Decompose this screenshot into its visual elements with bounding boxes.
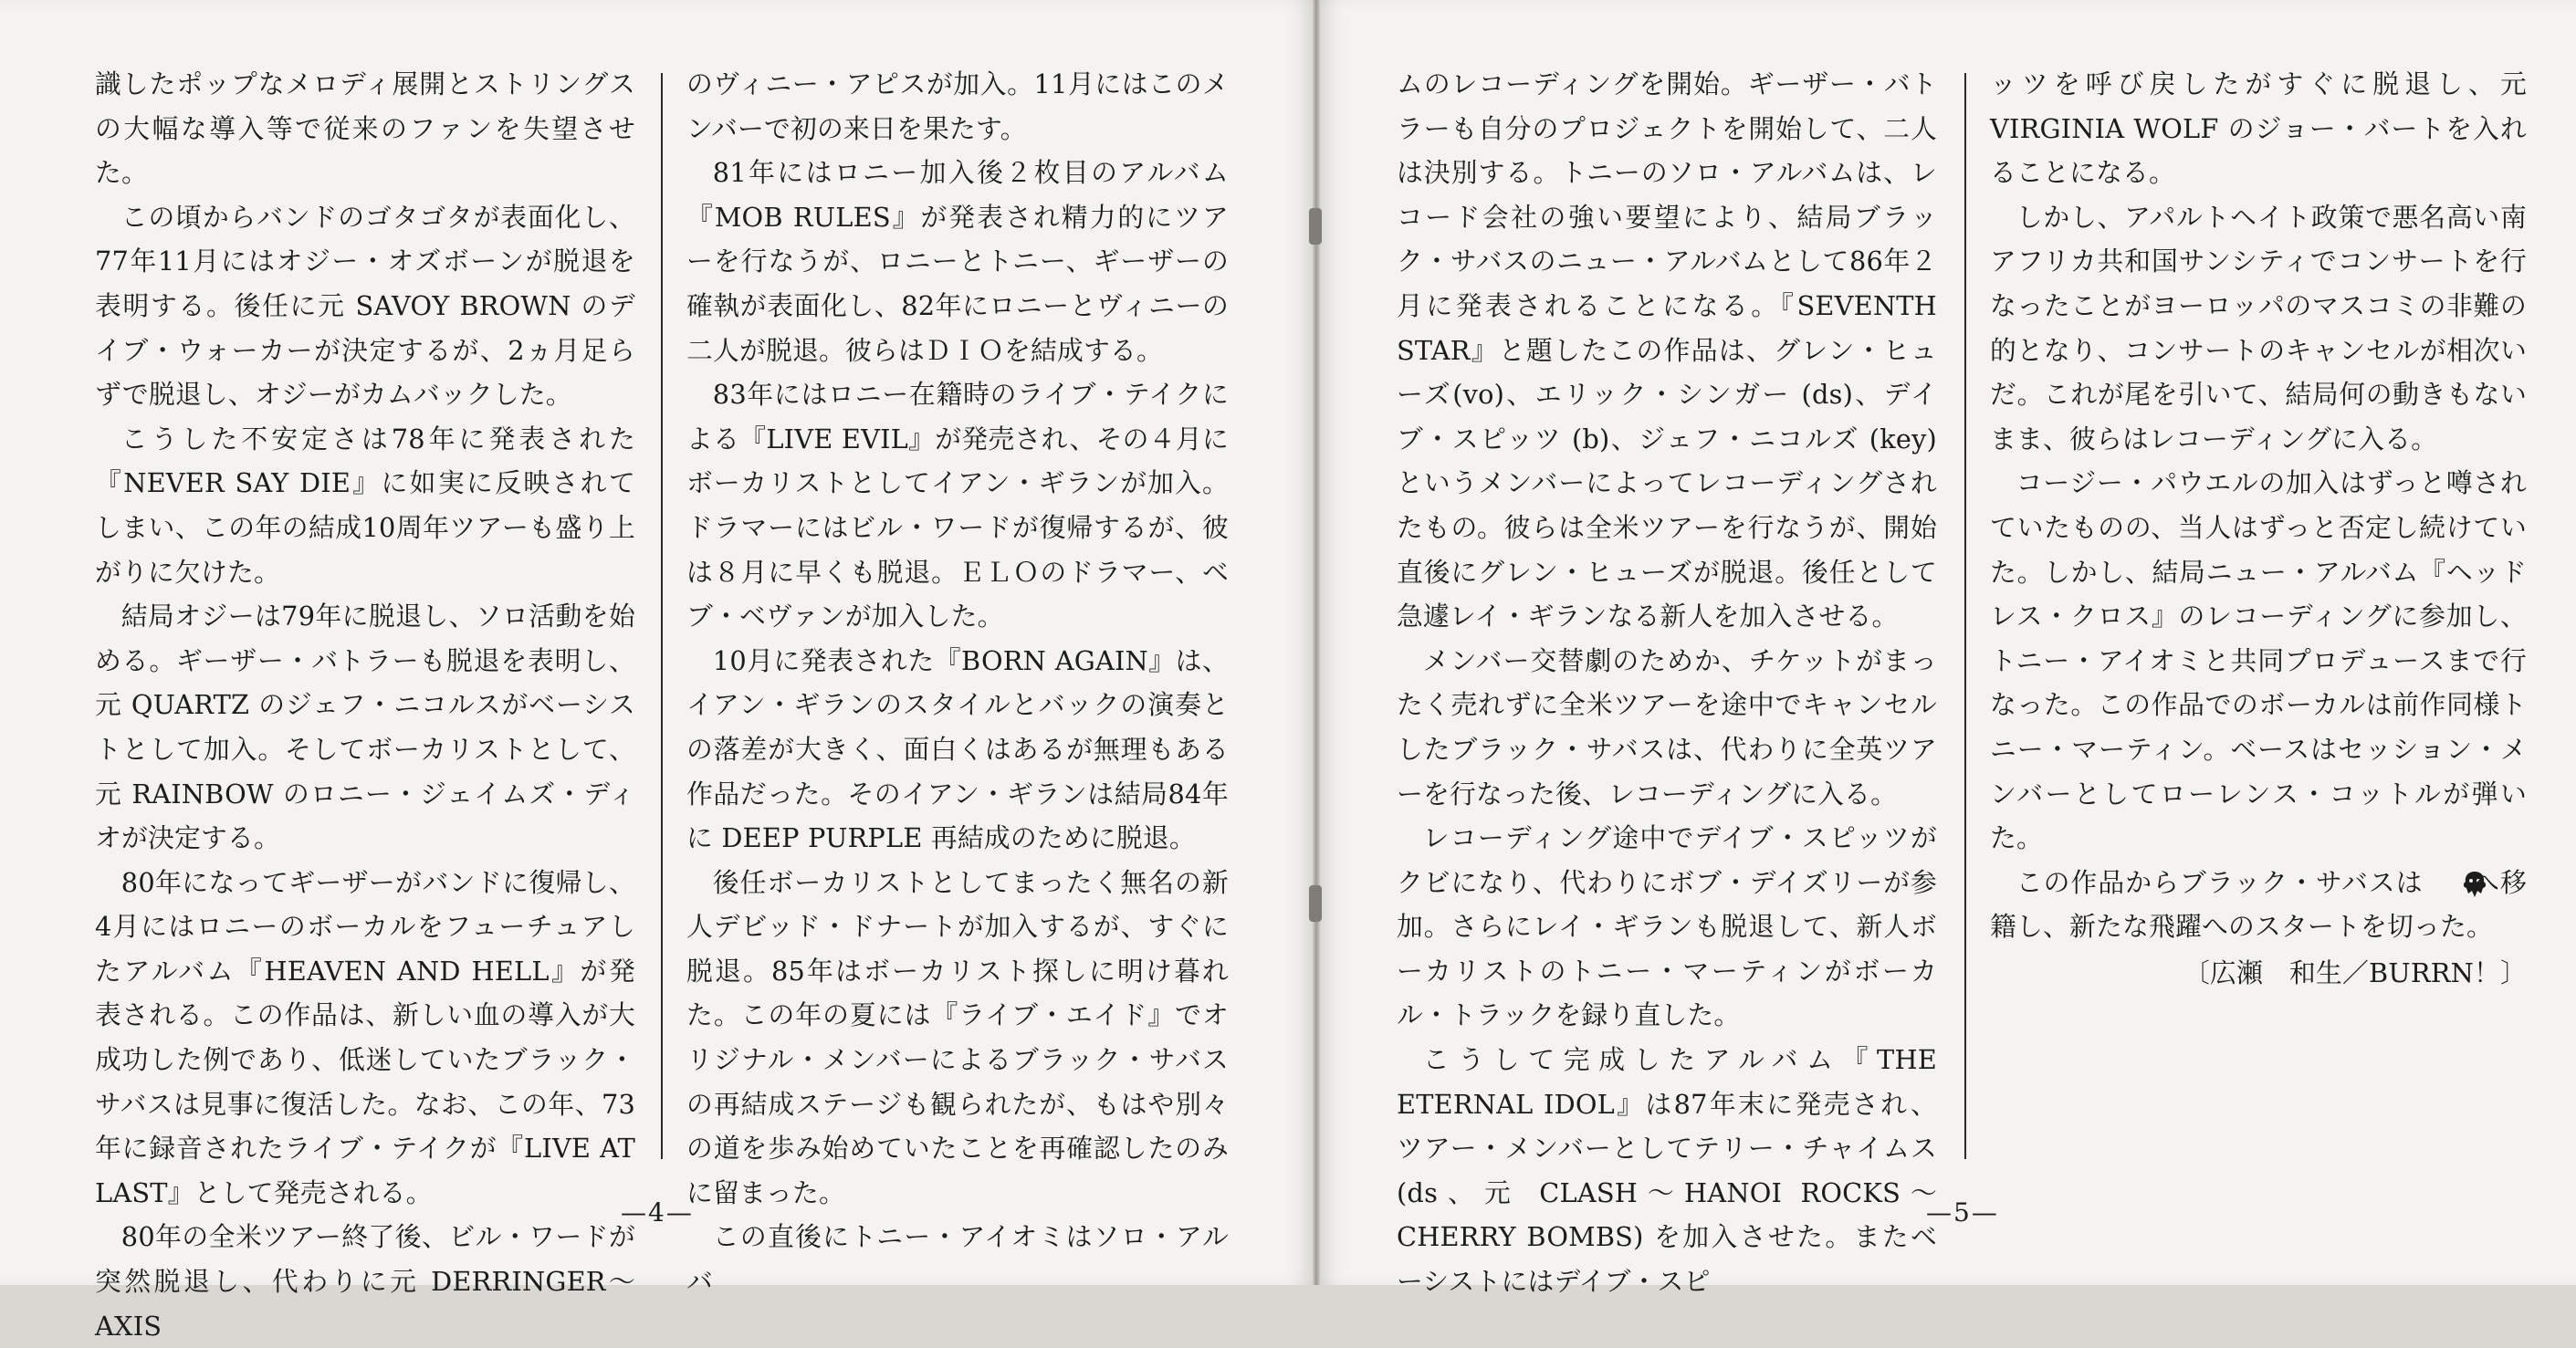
staple-bottom (1309, 885, 1322, 922)
paragraph: 83年にはロニー在籍時のライブ・テイクによる『LIVE EVIL』が発売され、その４月にボーカリストとしてイアン・ギランが加入。ドラマーにはビル・ワードが復帰するが、彼は８月に早くも脱退。ＥＬＯのドラマー、ベブ・ベヴァンが加入した。 (686, 379, 1229, 632)
paragraph: 後任ボーカリストとしてまったく無名の新人デビッド・ドナートが加入するが、すぐに脱退。85年はボーカリスト探しに明け暮れた。この年の夏には『ライブ・エイド』でオリジナル・メンバーによるブラック・サバスの再結成ステージも観られたが、もはや別々の道を歩み始めていたことを再確認したのみに留まった。 (686, 866, 1229, 1208)
label-logo-icon (2433, 869, 2464, 900)
paragraph: 10月に発表された『BORN AGAIN』は、イアン・ギランのスタイルとバックの演奏との落差が大きく、面白くはあるが無理もある作品だった。そのイアン・ギランは結局84年に DEEP PURPLE 再結成のために脱退。 (686, 644, 1229, 854)
paragraph: ムのレコーディングを開始。ギーザー・バトラーも自分のプロジェクトを開始して、二人は決別する。トニーのソロ・アルバムは、レコード会社の強い要望により、結局ブラック・サバスのニュー・アルバムとして86年２月に発表されることになる。『SEVENTH STAR』と題したこの作品は、グレン・ヒューズ(vo)、エリック・シンガー (ds)、デイブ・スピッツ (b)、ジェフ・ニコルズ (key) というメンバーによってレコーディングされたもの。彼らは全米ツアーを行なうが、開始直後にグレン・ヒューズが脱退。後任として急遽レイ・ギランなる新人を加入させる。 (1397, 68, 1937, 632)
paragraph: 結局オジーは79年に脱退し、ソロ活動を始める。ギーザー・バトラーも脱退を表明し、元 QUARTZ のジェフ・ニコルスがベーシストとして加入。そしてボーカリストとして、元 RAINBOW のロニー・ジェイムズ・ディオが決定する。 (95, 601, 635, 854)
page-number-left: —4— (621, 1197, 694, 1228)
author-credit: 〔広瀬 和生／BURRN！〕 (2183, 956, 2527, 988)
paragraph: 識したポップなメロディ展開とストリングスの大幅な導入等で従来のファンを失望させた。 (95, 68, 635, 189)
final-text-after-logo: へ移籍し、新たな飛躍へのスタートを切った。 (1990, 866, 2527, 943)
paragraph: のヴィニー・アピスが加入。11月にはこのメンバーで初の来日を果たす。 (686, 68, 1229, 144)
column-divider (1964, 73, 1966, 1159)
paragraph: この頃からバンドのゴタゴタが表面化し、77年11月にはオジー・オズボーンが脱退を表明する。後任に元 SAVOY BROWN のデイブ・ウォーカーが決定するが、2ヵ月足らずで脱退し、オジーがカムバックした。 (95, 201, 635, 411)
column-divider (661, 73, 663, 1159)
paragraph: ッツを呼び戻したがすぐに脱退し、元 VIRGINIA WOLF のジョー・バートを入れることになる。 (1990, 68, 2527, 189)
paragraph: こうして完成したアルバム『THE ETERNAL IDOL』は87年末に発売され、ツアー・メンバーとしてテリー・チャイムス (ds、元 CLASH～HANOI ROCKS～CHERRY BOMBS) を加入させた。またベーシストにはデイブ・スピ (1397, 1044, 1937, 1298)
paragraph-final (1990, 861, 2527, 949)
final-text-before-logo: この作品からブラック・サバスは (2016, 866, 2424, 898)
left-page-column-1 (95, 62, 635, 1348)
paragraph: コージー・パウエルの加入はずっと噂されていたものの、当人はずっと否定し続けていた。しかし、結局ニュー・アルバム『ヘッドレス・クロス』のレコーディングに参加し、トニー・アイオミと共同プロデュースまで行なった。この作品でのボーカルは前作同様トニー・マーティン。ベースはセッション・メンバーとしてローレンス・コットルが弾いた。 (1990, 467, 2527, 854)
paragraph: レコーディング途中でデイブ・スピッツがクビになり、代わりにボブ・デイズリーが参加。さらにレイ・ギランも脱退して、新人ボーカリストのトニー・マーティンがボーカル・トラックを録り直した。 (1397, 822, 1937, 1031)
left-page-column-2 (686, 62, 1229, 1304)
right-page-column-1 (1397, 62, 1937, 1304)
paragraph: しかし、アパルトヘイト政策で悪名高い南アフリカ共和国サンシティでコンサートを行なったことがヨーロッパのマスコミの非難の的となり、コンサートのキャンセルが相次いだ。これが尾を引いて、結局何の動きもないまま、彼らはレコーディングに入る。 (1990, 201, 2527, 455)
page-number-right: —5— (1926, 1197, 1999, 1228)
paragraph: こうした不安定さは78年に発表された『NEVER SAY DIE』に如実に反映されてしまい、この年の結成10周年ツアーも盛り上がりに欠けた。 (95, 423, 635, 588)
paragraph: 80年になってギーザーがバンドに復帰し、4月にはロニーのボーカルをフューチュアしたアルバム『HEAVEN AND HELL』が発表される。この作品は、新しい血の導入が大成功した例であり、低迷していたブラック・サバスは見事に復活した。なお、この年、73年に録音されたライブ・テイクが『LIVE AT LAST』として発売される。 (95, 866, 635, 1208)
book-gutter (1313, 0, 1320, 1285)
paragraph: 81年にはロニー加入後２枚目のアルバム『MOB RULES』が発表され精力的にツアーを行なうが、ロニーとトニー、ギーザーの確執が表面化し、82年にロニーとヴィニーの二人が脱退。彼らはＤＩＯを結成する。 (686, 157, 1229, 366)
paragraph: 80年の全米ツアー終了後、ビル・ワードが突然脱退し、代わりに元 DERRINGER～AXIS (95, 1221, 635, 1342)
paragraph: この直後にトニー・アイオミはソロ・アルバ (686, 1221, 1229, 1298)
paragraph: メンバー交替劇のためか、チケットがまったく売れずに全米ツアーを途中でキャンセルしたブラック・サバスは、代わりに全英ツアーを行なった後、レコーディングに入る。 (1397, 644, 1937, 810)
right-page-column-2 (1990, 62, 2527, 995)
staple-top (1309, 208, 1322, 245)
